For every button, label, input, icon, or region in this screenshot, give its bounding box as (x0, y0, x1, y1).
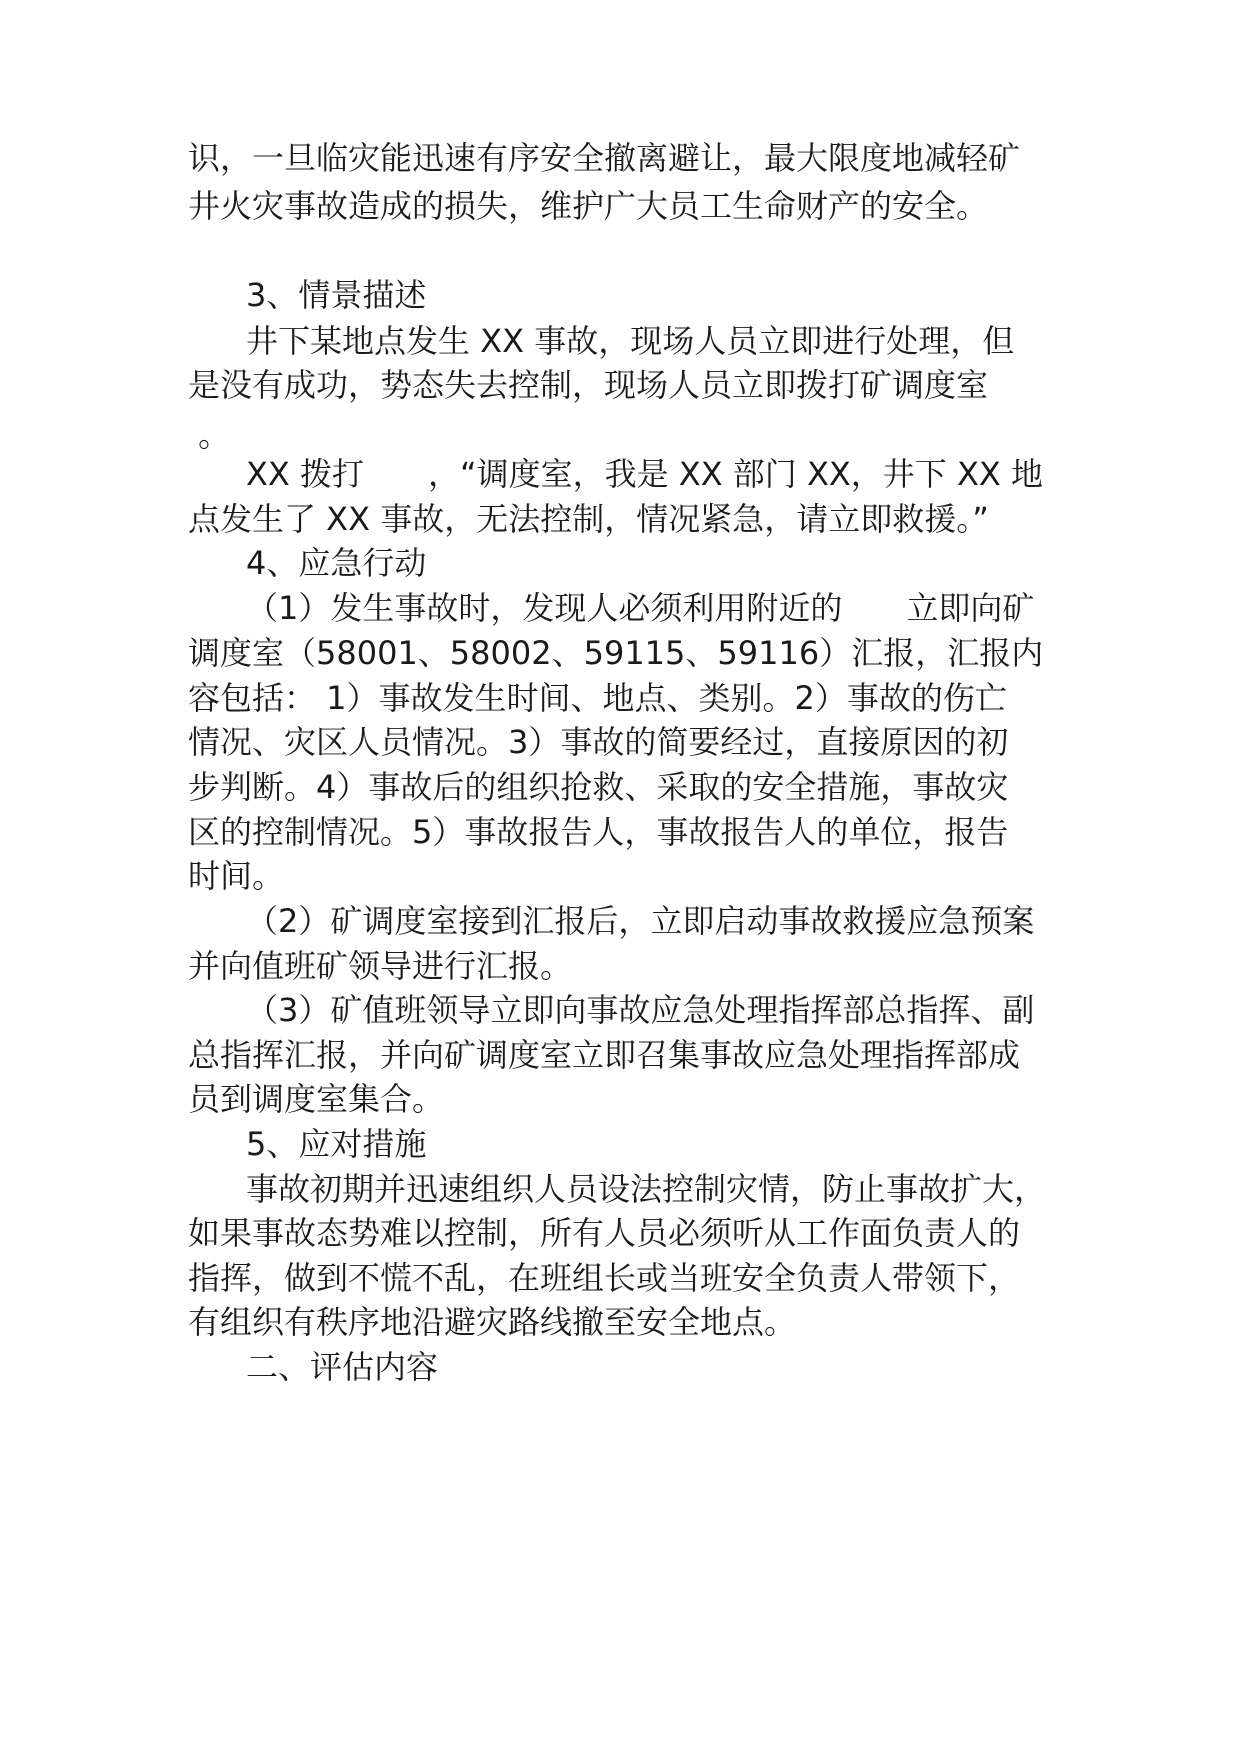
section-heading-5: 5、应对措施 (246, 1125, 427, 1163)
section-heading-3: 3、情景描述 (246, 276, 427, 314)
section-heading-2: 二、评估内容 (246, 1348, 439, 1386)
text-line: 步判断。4）事故后的组织抢救、采取的安全措施，事故灾 (188, 768, 1009, 806)
text-line: 有组织有秩序地沿避灾路线撤至安全地点。 (188, 1303, 797, 1341)
text-line: 井下某地点发生 XX 事故，现场人员立即进行处理，但 (246, 322, 1015, 360)
text-line: 区的控制情况。5）事故报告人，事故报告人的单位，报告 (188, 813, 1009, 851)
text-line: （1）发生事故时，发现人必须利用附近的 立即向矿 (246, 589, 1035, 627)
text-line: 井火灾事故造成的损失，维护广大员工生命财产的安全。 (188, 187, 989, 225)
text-line: 指挥，做到不慌不乱，在班组长或当班安全负责人带领下， (188, 1259, 1021, 1297)
text-line: 情况、灾区人员情况。3）事故的简要经过，直接原因的初 (188, 723, 1009, 761)
text-line: 事故初期并迅速组织人员设法控制灾情，防止事故扩大， (246, 1170, 1047, 1208)
text-line: 点发生了 XX 事故，无法控制，情况紧急，请立即救援。” (188, 500, 989, 538)
text-line: XX 拨打 ，“调度室，我是 XX 部门 XX，井下 XX 地 (246, 455, 1043, 493)
text-line: （3）矿值班领导立即向事故应急处理指挥部总指挥、副 (246, 991, 1035, 1029)
text-line: 员到调度室集合。 (188, 1080, 445, 1118)
text-line: 调度室（58001、58002、59115、59116）汇报，汇报内 (188, 634, 1044, 672)
text-line: （2）矿调度室接到汇报后，立即启动事故救援应急预案 (246, 902, 1035, 940)
text-line: 时间。 (188, 857, 285, 895)
text-line: 容包括： 1）事故发生时间、地点、类别。2）事故的伤亡 (188, 679, 1007, 717)
text-line: 总指挥汇报，并向矿调度室立即召集事故应急处理指挥部成 (188, 1036, 1021, 1074)
text-line: 并向值班矿领导进行汇报。 (188, 947, 573, 985)
text-line: 是没有成功，势态失去控制，现场人员立即拨打矿调度室 (188, 366, 989, 404)
text-line: 识，一旦临灾能迅速有序安全撤离避让，最大限度地减轻矿 (188, 139, 1021, 177)
section-heading-4: 4、应急行动 (246, 544, 427, 582)
text-line: 。 (188, 416, 231, 454)
text-line: 如果事故态势难以控制，所有人员必须听从工作面负责人的 (188, 1214, 1021, 1252)
